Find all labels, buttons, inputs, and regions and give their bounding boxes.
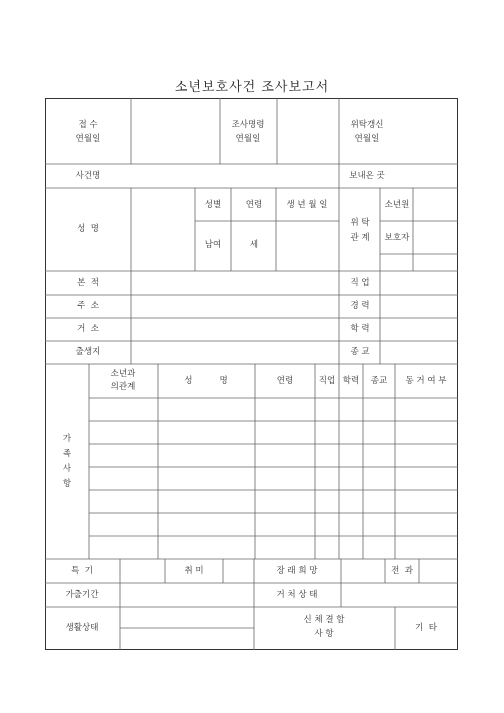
domicile-label: 본 적: [77, 278, 99, 288]
family-education-header: 학력: [342, 376, 360, 386]
renewal-label-line2: 연월일: [354, 134, 380, 144]
future-hope-label: 장 래 희 망: [276, 566, 318, 576]
physical-defect-label-line2: 사 항: [314, 629, 334, 639]
survey-order-label-line1: 조사명령: [231, 120, 265, 130]
guardian-label: 보호자: [384, 233, 410, 243]
religion-label: 종 교: [350, 347, 370, 357]
family-section-label: 가 족 사 항: [62, 434, 72, 489]
etc-label: 기 타: [415, 623, 437, 633]
age-label: 연령: [245, 200, 263, 210]
relation-label-line1: 소년과: [110, 369, 136, 379]
case-name-label: 사건명: [75, 171, 101, 181]
residence-label: 거 소: [77, 324, 99, 334]
birth-date-label: 생 년 월 일: [286, 200, 328, 210]
occupation-label: 직 업: [350, 278, 370, 288]
criminal-record-label: 전 과: [391, 566, 413, 576]
receipt-label-line2: 연월일: [75, 134, 101, 144]
relation-label-line2: 의관계: [110, 382, 136, 392]
report-form: [45, 98, 458, 650]
consign-label-line1: 위 탁: [350, 218, 370, 228]
education-label: 학 력: [350, 324, 370, 334]
survey-order-label-line2: 연월일: [235, 134, 261, 144]
living-status-label: 생활상태: [65, 623, 99, 633]
name-label: 성 명: [77, 224, 99, 234]
juvenile-court-label: 소년원: [384, 200, 410, 210]
birthplace-label: 출생지: [75, 347, 101, 357]
gender-label: 성별: [204, 200, 222, 210]
family-religion-header: 종교: [370, 376, 388, 386]
residence-status-label: 거 처 상 태: [276, 590, 318, 600]
consign-label-line2: 관 계: [350, 233, 370, 243]
runaway-period-label: 가출기간: [65, 590, 99, 600]
address-label: 주 소: [77, 301, 99, 311]
hobby-label: 취 미: [184, 566, 204, 576]
specialty-label: 특 기: [71, 566, 93, 576]
family-cohabitation-header: 동 거 여 부: [405, 376, 447, 386]
family-name-header: 성 명: [184, 376, 228, 386]
form-title: 소년보호사건 조사보고서: [174, 80, 330, 95]
receipt-label-line1: 접 수: [78, 120, 98, 130]
career-label: 경 력: [350, 301, 370, 311]
family-job-header: 직업: [318, 376, 336, 386]
sent-from-label: 보내온 곳: [349, 171, 385, 181]
years-old-label: 세: [249, 240, 259, 250]
family-age-header: 연령: [276, 376, 294, 386]
physical-defect-label-line1: 신 체 결 함: [303, 615, 345, 625]
male-female-label: 남여: [204, 240, 222, 250]
renewal-label-line1: 위탁갱신: [350, 120, 384, 130]
